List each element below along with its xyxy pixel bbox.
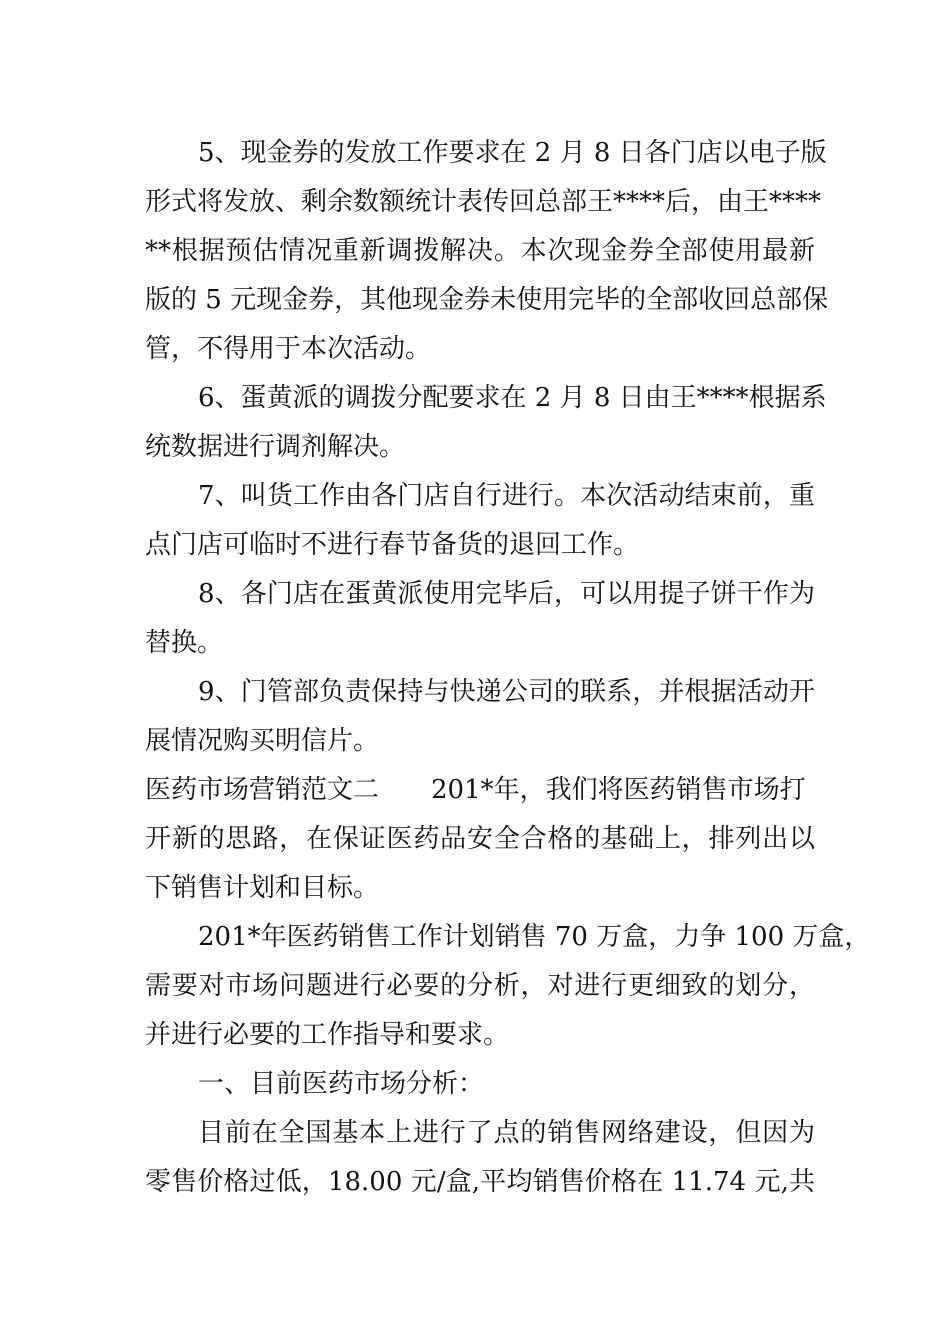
- plan-paragraph-line-3: 并进行必要的工作指导和要求。: [145, 1020, 510, 1050]
- paragraph-7-line-2: 点门店可临时不进行春节备货的退回工作。: [145, 530, 640, 560]
- paragraph-8-line-1: 8、各门店在蛋黄派使用完毕后，可以用提子饼干作为: [198, 579, 815, 609]
- paragraph-9-line-1: 9、门管部负责保持与快递公司的联系，并根据活动开: [198, 677, 815, 707]
- analysis-paragraph-line-2: 零售价格过低，18.00 元/盒,平均销售价格在 11.74 元,共: [145, 1167, 815, 1197]
- subheading-market-analysis: 一、目前医药市场分析：: [198, 1069, 485, 1099]
- intro-line-3: 下销售计划和目标。: [145, 873, 380, 903]
- plan-paragraph-line-1: 201*年医药销售工作计划销售 70 万盒，力争 100 万盒，: [198, 922, 871, 952]
- paragraph-6-line-1: 6、蛋黄派的调拨分配要求在 2 月 8 日由王****根据系: [198, 383, 827, 413]
- paragraph-5-line-2: 形式将发放、剩余数额统计表传回总部王****后，由王****: [145, 187, 822, 217]
- paragraph-6-line-2: 统数据进行调剂解决。: [145, 432, 406, 462]
- intro-line-1: 201*年，我们将医药销售市场打: [431, 775, 806, 805]
- paragraph-5-line-1: 5、现金券的发放工作要求在 2 月 8 日各门店以电子版: [198, 138, 827, 168]
- section-heading-line: [145, 766, 815, 815]
- section-heading: 医药市场营销范文二: [145, 775, 380, 805]
- paragraph-5-line-3: **根据预估情况重新调拨解决。本次现金券全部使用最新: [145, 236, 815, 266]
- paragraph-8-line-2: 替换。: [145, 628, 224, 658]
- analysis-paragraph-line-1: 目前在全国基本上进行了点的销售网络建设，但因为: [198, 1118, 815, 1148]
- plan-paragraph-line-2: 需要对市场问题进行必要的分析，对进行更细致的划分，: [145, 971, 815, 1001]
- intro-line-2: 开新的思路，在保证医药品安全合格的基础上，排列出以: [145, 824, 815, 854]
- paragraph-5-line-5: 管，不得用于本次活动。: [145, 334, 432, 364]
- document-body: [145, 129, 871, 1207]
- paragraph-5-line-4: 版的 5 元现金券，其他现金券未使用完毕的全部收回总部保: [145, 285, 829, 315]
- paragraph-9-line-2: 展情况购买明信片。: [145, 726, 380, 756]
- paragraph-7-line-1: 7、叫货工作由各门店自行进行。本次活动结束前，重: [198, 481, 815, 511]
